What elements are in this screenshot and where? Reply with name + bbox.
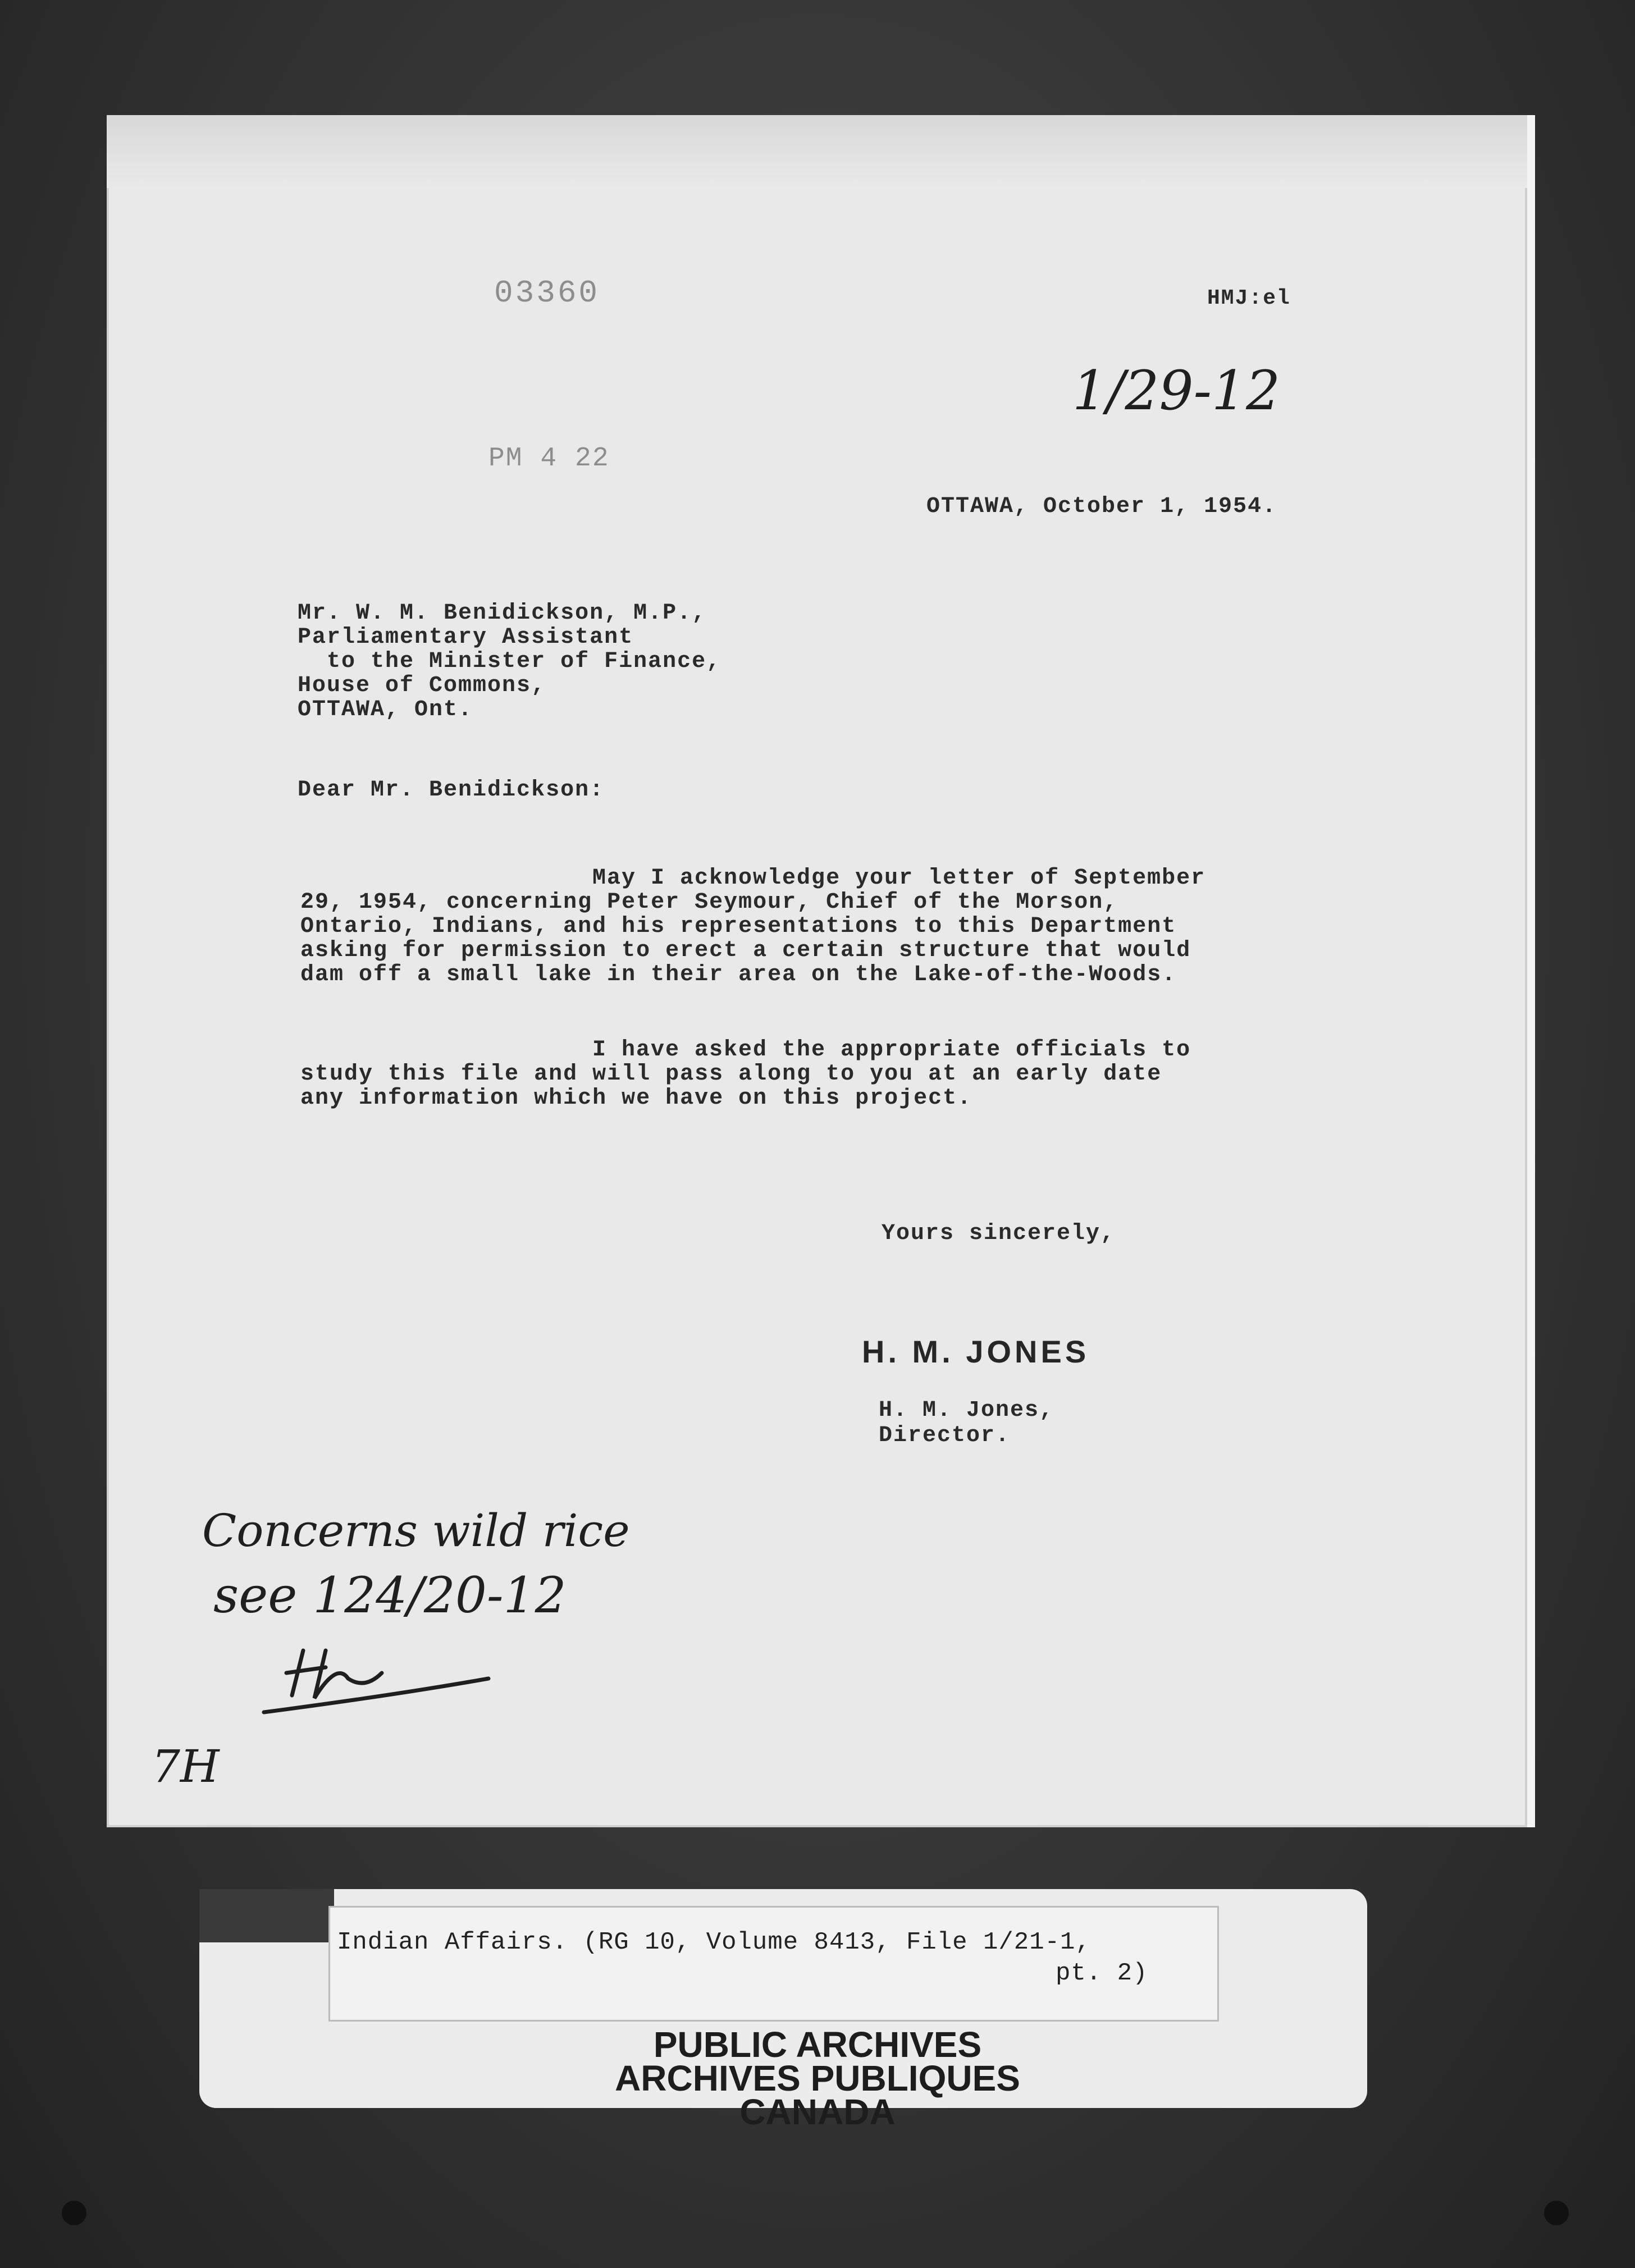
- handwritten-file-ref: 1/29-12: [1072, 359, 1281, 422]
- archive-label-line: Indian Affairs. (RG 10, Volume 8413, File 1/21-1,: [337, 1928, 1091, 1956]
- handwritten-note: Concerns wild rice: [202, 1505, 630, 1557]
- archive-label-line: pt. 2): [1056, 1959, 1148, 1987]
- body-line: I have asked the appropriate officials to: [592, 1037, 1191, 1063]
- handwritten-note: see 124/20-12: [213, 1566, 567, 1624]
- body-line: asking for permission to erect a certain structure that would: [300, 938, 1191, 963]
- archive-stamp-line: CANADA: [739, 2092, 896, 2132]
- tab-notch: [199, 1889, 334, 1942]
- handwritten-initials-signature: [253, 1628, 511, 1729]
- recipient-line: Parliamentary Assistant: [298, 625, 634, 650]
- page-top-fold: [107, 115, 1527, 188]
- recipient-line: OTTAWA, Ont.: [298, 697, 473, 723]
- sprocket-hole: [62, 2201, 86, 2225]
- closing: Yours sincerely,: [882, 1221, 1116, 1246]
- signature-stamp: H. M. JONES: [862, 1334, 1090, 1369]
- signatory-name: H. M. Jones,: [879, 1398, 1054, 1423]
- sprocket-hole: [1544, 2201, 1569, 2225]
- salutation: Dear Mr. Benidickson:: [298, 778, 605, 803]
- recipient-line: Mr. W. M. Benidickson, M.P.,: [298, 601, 707, 626]
- archive-stamp-line: ARCHIVES PUBLIQUES: [615, 2058, 1020, 2098]
- body-line: Ontario, Indians, and his representations to this Department: [300, 914, 1177, 939]
- dateline: OTTAWA, October 1, 1954.: [926, 494, 1277, 519]
- body-line: dam off a small lake in their area on the Lake-of-the-Woods.: [300, 962, 1177, 987]
- file-number: 03360: [494, 275, 600, 311]
- page-mark: 7H: [152, 1740, 220, 1793]
- body-line: 29, 1954, concerning Peter Seymour, Chief of the Morson,: [300, 890, 1118, 915]
- body-line: study this file and will pass along to you at an early date: [300, 1062, 1162, 1087]
- recipient-line: to the Minister of Finance,: [298, 649, 721, 674]
- recipient-line: House of Commons,: [298, 673, 546, 698]
- archive-stamp-line: PUBLIC ARCHIVES: [653, 2024, 982, 2065]
- film-edge: [51, 2201, 1600, 2234]
- signatory-title: Director.: [879, 1423, 1011, 1448]
- body-line: any information which we have on this project.: [300, 1086, 972, 1111]
- received-stamp: PM 4 22: [488, 443, 610, 474]
- initials-reference: HMJ:el: [1207, 286, 1291, 310]
- body-line: May I acknowledge your letter of September: [592, 866, 1206, 891]
